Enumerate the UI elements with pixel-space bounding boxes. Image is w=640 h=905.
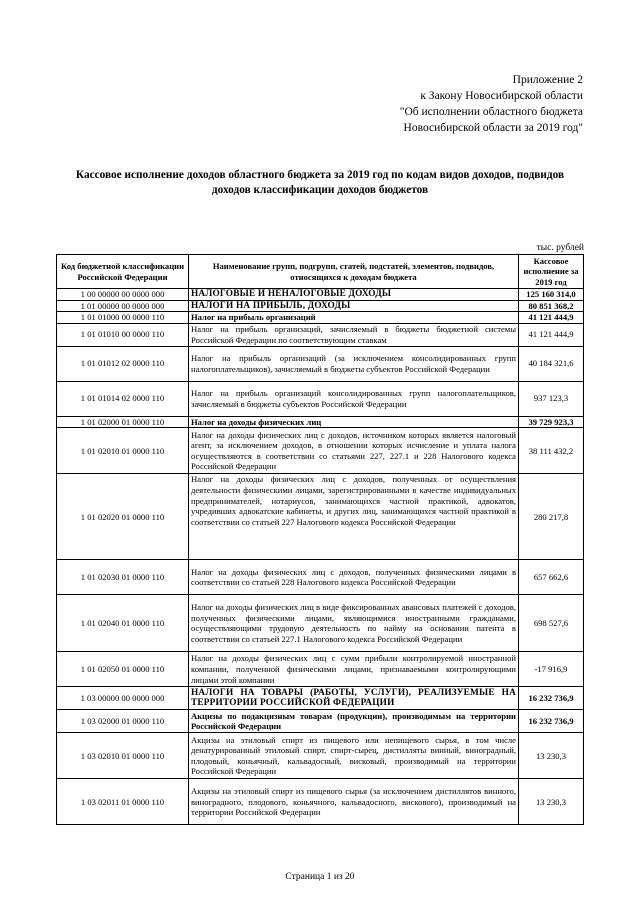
row-code: 1 01 01000 00 0000 110 [57, 312, 189, 324]
table-row [57, 687, 584, 710]
table-row [57, 312, 584, 324]
table-header-row [57, 255, 584, 289]
row-value: 38 111 432,2 [519, 428, 584, 474]
row-value: 657 662,6 [519, 560, 584, 595]
table-row [57, 346, 584, 381]
row-code: 1 01 01010 00 0000 110 [57, 323, 189, 346]
table-row [57, 779, 584, 825]
units-label: тыс. рублей [536, 243, 584, 253]
table-row [57, 381, 584, 416]
row-name: Налог на прибыль организаций консолидированных групп налогоплательщиков, зачисляемый в бюджеты субъектов Российской Федерации [189, 381, 519, 416]
title-line-1: Кассовое исполнение доходов областного бюджета за 2019 год по кодам видов доходов, подвидов [75, 169, 565, 181]
row-code: 1 03 02011 01 0000 110 [57, 779, 189, 825]
row-name: Налог на доходы физических лиц с сумм прибыли контролируемой иностранной компании, полученной физическими лицами, признаваемыми контролирующими лицами этой компании [189, 652, 519, 687]
row-code: 1 01 02020 01 0000 110 [57, 474, 189, 560]
row-name: Налог на доходы физических лиц в виде фиксированных авансовых платежей с доходов, полученных физическими лицами, являющимися иностранными гражданами, осуществляющими трудовую деятельность по найму на основании патента в соответствии со статьей 227.1 Налогового кодекса Российской Федерации [189, 595, 519, 652]
row-code: 1 03 00000 00 0000 000 [57, 687, 189, 710]
row-name: Налог на доходы физических лиц с доходов, полученных физическими лицами в соответствии со статьей 228 Налогового кодекса Российской Федерации [189, 560, 519, 595]
row-code: 1 00 00000 00 0000 000 [57, 289, 189, 301]
title-line-2: доходов классификации доходов бюджетов [211, 184, 429, 196]
row-name: НАЛОГИ НА ТОВАРЫ (РАБОТЫ, УСЛУГИ), РЕАЛИЗУЕМЫЕ НА ТЕРРИТОРИИ РОССИЙСКОЙ ФЕДЕРАЦИИ [189, 687, 519, 710]
row-value: -17 916,9 [519, 652, 584, 687]
row-value: 41 121 444,9 [519, 312, 584, 324]
appendix-line-4: Новосибирской области за 2019 год" [403, 122, 583, 134]
row-value: 280 217,8 [519, 474, 584, 560]
row-value: 698 527,6 [519, 595, 584, 652]
row-value: 16 232 736,9 [519, 687, 584, 710]
row-value: 39 729 923,3 [519, 416, 584, 428]
table-row [57, 652, 584, 687]
row-code: 1 01 00000 00 0000 000 [57, 300, 189, 312]
row-name: Налог на доходы физических лиц с доходов, источником которых является налоговый агент, за исключением доходов, в отношении которых исчисление и уплата налога осуществляются в соответствии со статьями 227, 227.1 и 228 Налогового кодекса Российской Федерации [189, 428, 519, 474]
revenue-table [56, 254, 584, 825]
table-row [57, 300, 584, 312]
row-name: НАЛОГОВЫЕ И НЕНАЛОГОВЫЕ ДОХОДЫ [189, 289, 519, 301]
row-code: 1 01 02010 01 0000 110 [57, 428, 189, 474]
row-code: 1 03 02010 01 0000 110 [57, 733, 189, 779]
row-name: Акцизы на этиловый спирт из пищевого сырья (за исключением дистиллятов винного, виноградного, плодового, коньячного, кальвадосного, вискового), производимый на территории Российской Федерации [189, 779, 519, 825]
appendix-line-1: Приложение 2 [512, 74, 583, 86]
row-value: 41 121 444,9 [519, 323, 584, 346]
page-footer: Страница 1 из 20 [285, 872, 355, 882]
table-row [57, 474, 584, 560]
row-code: 1 01 02040 01 0000 110 [57, 595, 189, 652]
table-row [57, 733, 584, 779]
row-value: 16 232 736,9 [519, 710, 584, 733]
table-row [57, 428, 584, 474]
row-name: Налог на прибыль организаций (за исключением консолидированных групп налогоплательщиков), зачисляемый в бюджеты субъектов Российской Федерации [189, 346, 519, 381]
row-name: НАЛОГИ НА ПРИБЫЛЬ, ДОХОДЫ [189, 300, 519, 312]
table-row [57, 560, 584, 595]
header-code: Код бюджетной классификации Российской Федерации [57, 255, 189, 289]
row-value: 125 160 314,0 [519, 289, 584, 301]
row-name: Налог на прибыль организаций, зачисляемый в бюджеты бюджетной системы Российской Федерации по соответствующим ставкам [189, 323, 519, 346]
row-value: 40 184 321,6 [519, 346, 584, 381]
row-code: 1 01 02050 01 0000 110 [57, 652, 189, 687]
appendix-line-3: "Об исполнении областного бюджета [399, 106, 583, 118]
table-row [57, 289, 584, 301]
table-row [57, 710, 584, 733]
row-value: 13 230,3 [519, 779, 584, 825]
appendix-note [283, 72, 583, 136]
row-code: 1 01 01012 02 0000 110 [57, 346, 189, 381]
table-row [57, 323, 584, 346]
table-row [57, 595, 584, 652]
row-code: 1 01 02000 01 0000 110 [57, 416, 189, 428]
header-name: Наименование групп, подгрупп, статей, подстатей, элементов, подвидов, относящихся к доходам бюджета [189, 255, 519, 289]
appendix-line-2: к Закону Новосибирской области [420, 90, 583, 102]
row-value: 80 851 368,2 [519, 300, 584, 312]
document-title [60, 168, 580, 198]
row-name: Налог на прибыль организаций [189, 312, 519, 324]
row-value: 937 123,3 [519, 381, 584, 416]
row-code: 1 01 02030 01 0000 110 [57, 560, 189, 595]
row-code: 1 03 02000 01 0000 110 [57, 710, 189, 733]
row-code: 1 01 01014 02 0000 110 [57, 381, 189, 416]
header-value: Кассовое исполнение за 2019 год [519, 255, 584, 289]
row-name: Налог на доходы физических лиц с доходов, полученных от осуществления деятельности физическими лицами, зарегистрированными в качестве индивидуальных предпринимателей, нотариусов, занимающихся частной практикой, адвокатов, учредивших адвокатские кабинеты, и других лиц, занимающихся частной практикой в соответствии со статьей 227 Налогового кодекса Российской Федерации [189, 474, 519, 560]
row-name: Акцизы на этиловый спирт из пищевого или непищевого сырья, в том числе денатурированный этиловый спирт, спирт-сырец, дистилляты винный, виноградный, плодовый, коньячный, кальвадосный, висковый, производимый на территории Российской Федерации [189, 733, 519, 779]
row-name: Налог на доходы физических лиц [189, 416, 519, 428]
row-value: 13 230,3 [519, 733, 584, 779]
table-row [57, 416, 584, 428]
row-name: Акцизы по подакцизным товарам (продукции), производимым на территории Российской Федерации [189, 710, 519, 733]
